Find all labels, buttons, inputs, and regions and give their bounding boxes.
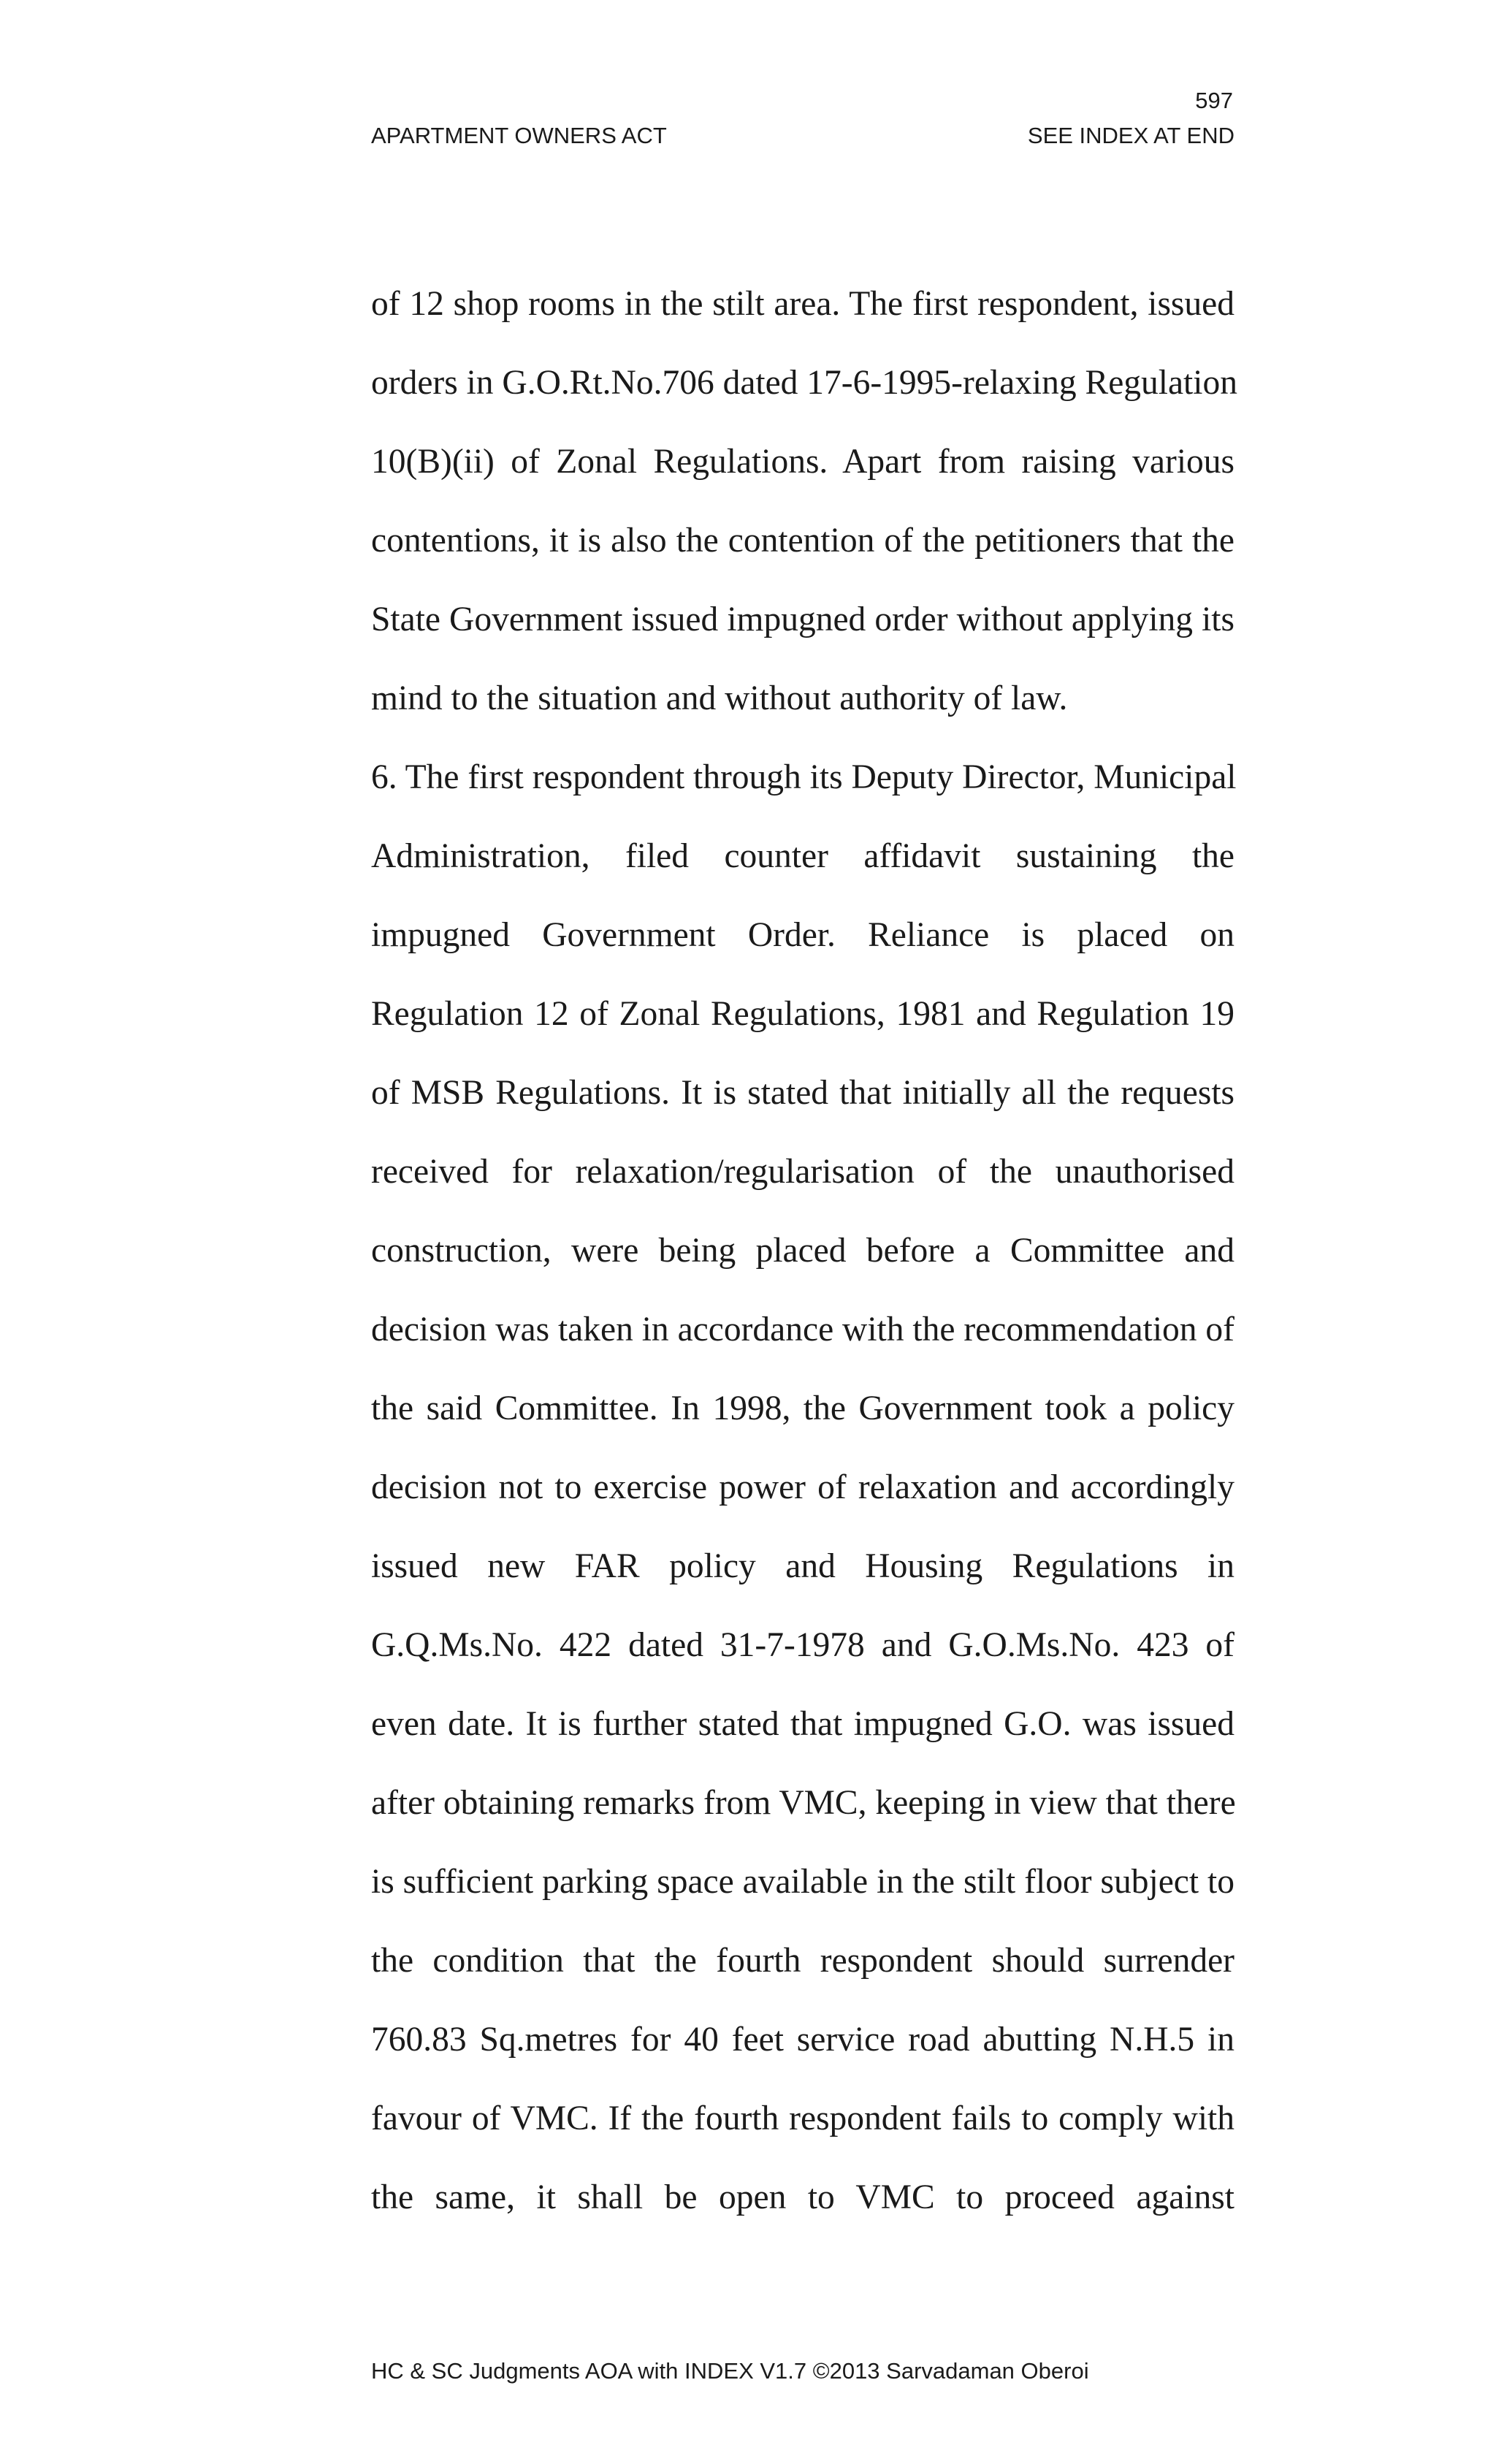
text-line: 760.83 Sq.metres for 40 feet service road abutting N.H.5 in	[371, 2021, 1234, 2059]
text-line: 10(B)(ii) of Zonal Regulations. Apart from raising various	[371, 443, 1234, 481]
text-line: received for relaxation/regularisation of the unauthorised	[371, 1153, 1234, 1191]
header-title-left: APARTMENT OWNERS ACT	[371, 123, 667, 148]
text-line: issued new FAR policy and Housing Regulations in	[371, 1547, 1234, 1585]
text-line: impugned Government Order. Reliance is placed on	[371, 916, 1234, 954]
text-line: after obtaining remarks from VMC, keeping in view that there	[371, 1784, 1236, 1822]
text-line: the said Committee. In 1998, the Government took a policy	[371, 1389, 1234, 1427]
text-line: Administration, filed counter affidavit sustaining the	[371, 837, 1234, 875]
text-line: decision was taken in accordance with the recommendation of	[371, 1311, 1234, 1349]
paragraph-6-start: 6. The first respondent through its Deputy Director, Municipal	[371, 758, 1237, 796]
text-line: Regulation 12 of Zonal Regulations, 1981 and Regulation 19	[371, 995, 1234, 1033]
text-line: decision not to exercise power of relaxation and accordingly	[371, 1468, 1234, 1506]
text-line: orders in G.O.Rt.No.706 dated 17-6-1995-relaxing Regulation	[371, 364, 1237, 402]
text-line: the condition that the fourth respondent should surrender	[371, 1942, 1234, 1980]
text-line: even date. It is further stated that impugned G.O. was issued	[371, 1705, 1234, 1743]
text-line: the same, it shall be open to VMC to proceed against	[371, 2178, 1234, 2216]
page-footer: HC & SC Judgments AOA with INDEX V1.7 ©2013 Sarvadaman Oberoi	[371, 2358, 1089, 2384]
text-line: favour of VMC. If the fourth respondent fails to comply with	[371, 2099, 1234, 2137]
text-line: G.Q.Ms.No. 422 dated 31-7-1978 and G.O.Ms.No. 423 of	[371, 1626, 1234, 1664]
running-header	[371, 121, 1234, 150]
header-title-right: SEE INDEX AT END	[1027, 123, 1234, 148]
text-line: State Government issued impugned order without applying its	[371, 600, 1234, 638]
text-line: contentions, it is also the contention of the petitioners that the	[371, 522, 1234, 560]
judgment-body-text	[371, 264, 1237, 2237]
page-number: 597	[1195, 88, 1233, 113]
text-line: of MSB Regulations. It is stated that initially all the requests	[371, 1074, 1234, 1112]
text-line: of 12 shop rooms in the stilt area. The first respondent, issued	[371, 285, 1234, 323]
text-line: construction, were being placed before a Committee and	[371, 1232, 1234, 1270]
text-line: is sufficient parking space available in the stilt floor subject to	[371, 1863, 1234, 1901]
text-line: mind to the situation and without authority of law.	[371, 679, 1068, 717]
